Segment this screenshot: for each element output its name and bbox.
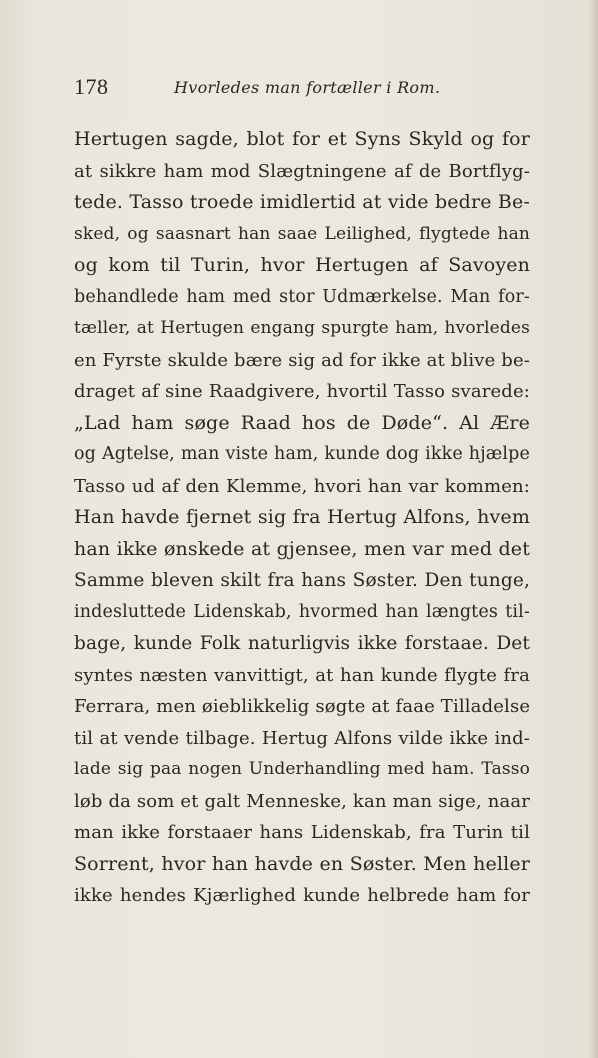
running-head: Hvorledes man fortæller i Rom. [174, 78, 441, 97]
text-line: han ikke ønskede at gjensee, men var med det [74, 537, 530, 560]
text-line: at sikkre ham mod Slægtningene af de Bortflyg- [74, 160, 530, 182]
text-line: og kom til Turin, hvor Hertugen af Savoyen [74, 254, 530, 276]
page-edge-shadow [588, 0, 598, 1058]
text-line: Sorrent, hvor han havde en Søster. Men heller [74, 852, 530, 875]
page-header [74, 72, 530, 104]
text-line: Ferrara, men øieblikkelig søgte at faae Tilladelse [74, 696, 531, 717]
text-line: tæller, at Hertugen engang spurgte ham, hvorledes [74, 318, 530, 338]
page-number: 178 [74, 74, 109, 99]
text-line: lade sig paa nogen Underhandling med ham. Tasso [74, 759, 530, 779]
text-line: løb da som et galt Menneske, kan man sige, naar [74, 790, 530, 812]
text-line: Samme bleven skilt fra hans Søster. Den tunge, [74, 570, 530, 591]
text-line: man ikke forstaaer hans Lidenskab, fra Turin til [74, 822, 530, 843]
text-line: sked, og saasnart han saae Leilighed, flygtede han [74, 223, 530, 244]
text-line: behandlede ham med stor Udmærkelse. Man for- [74, 286, 530, 307]
text-line: Tasso ud af den Klemme, hvori han var kommen: [74, 475, 530, 497]
text-line: ikke hendes Kjærlighed kunde helbrede ham for [74, 885, 530, 906]
text-line: bage, kunde Folk naturligvis ikke forstaae. Det [74, 633, 530, 654]
text-line: syntes næsten vanvittigt, at han kunde flygte fra [74, 664, 530, 686]
body-text [74, 124, 530, 912]
text-line: draget af sine Raadgivere, hvortil Tasso svarede: [74, 381, 530, 402]
text-line: indesluttede Lidenskab, hvormed han længtes til- [74, 601, 530, 622]
text-line: Hertugen sagde, blot for et Syns Skyld og for [74, 128, 530, 150]
text-line: Han havde fjernet sig fra Hertug Alfons, hvem [74, 506, 530, 528]
text-line: „Lad ham søge Raad hos de Døde“. Al Ære [74, 411, 530, 434]
text-line: til at vende tilbage. Hertug Alfons vilde ikke ind- [74, 727, 530, 749]
text-line: og Agtelse, man viste ham, kunde dog ikke hjælpe [74, 444, 530, 464]
text-line: tede. Tasso troede imidlertid at vide bedre Be- [74, 191, 530, 213]
text-line: en Fyrste skulde bære sig ad for ikke at blive be- [74, 349, 530, 371]
